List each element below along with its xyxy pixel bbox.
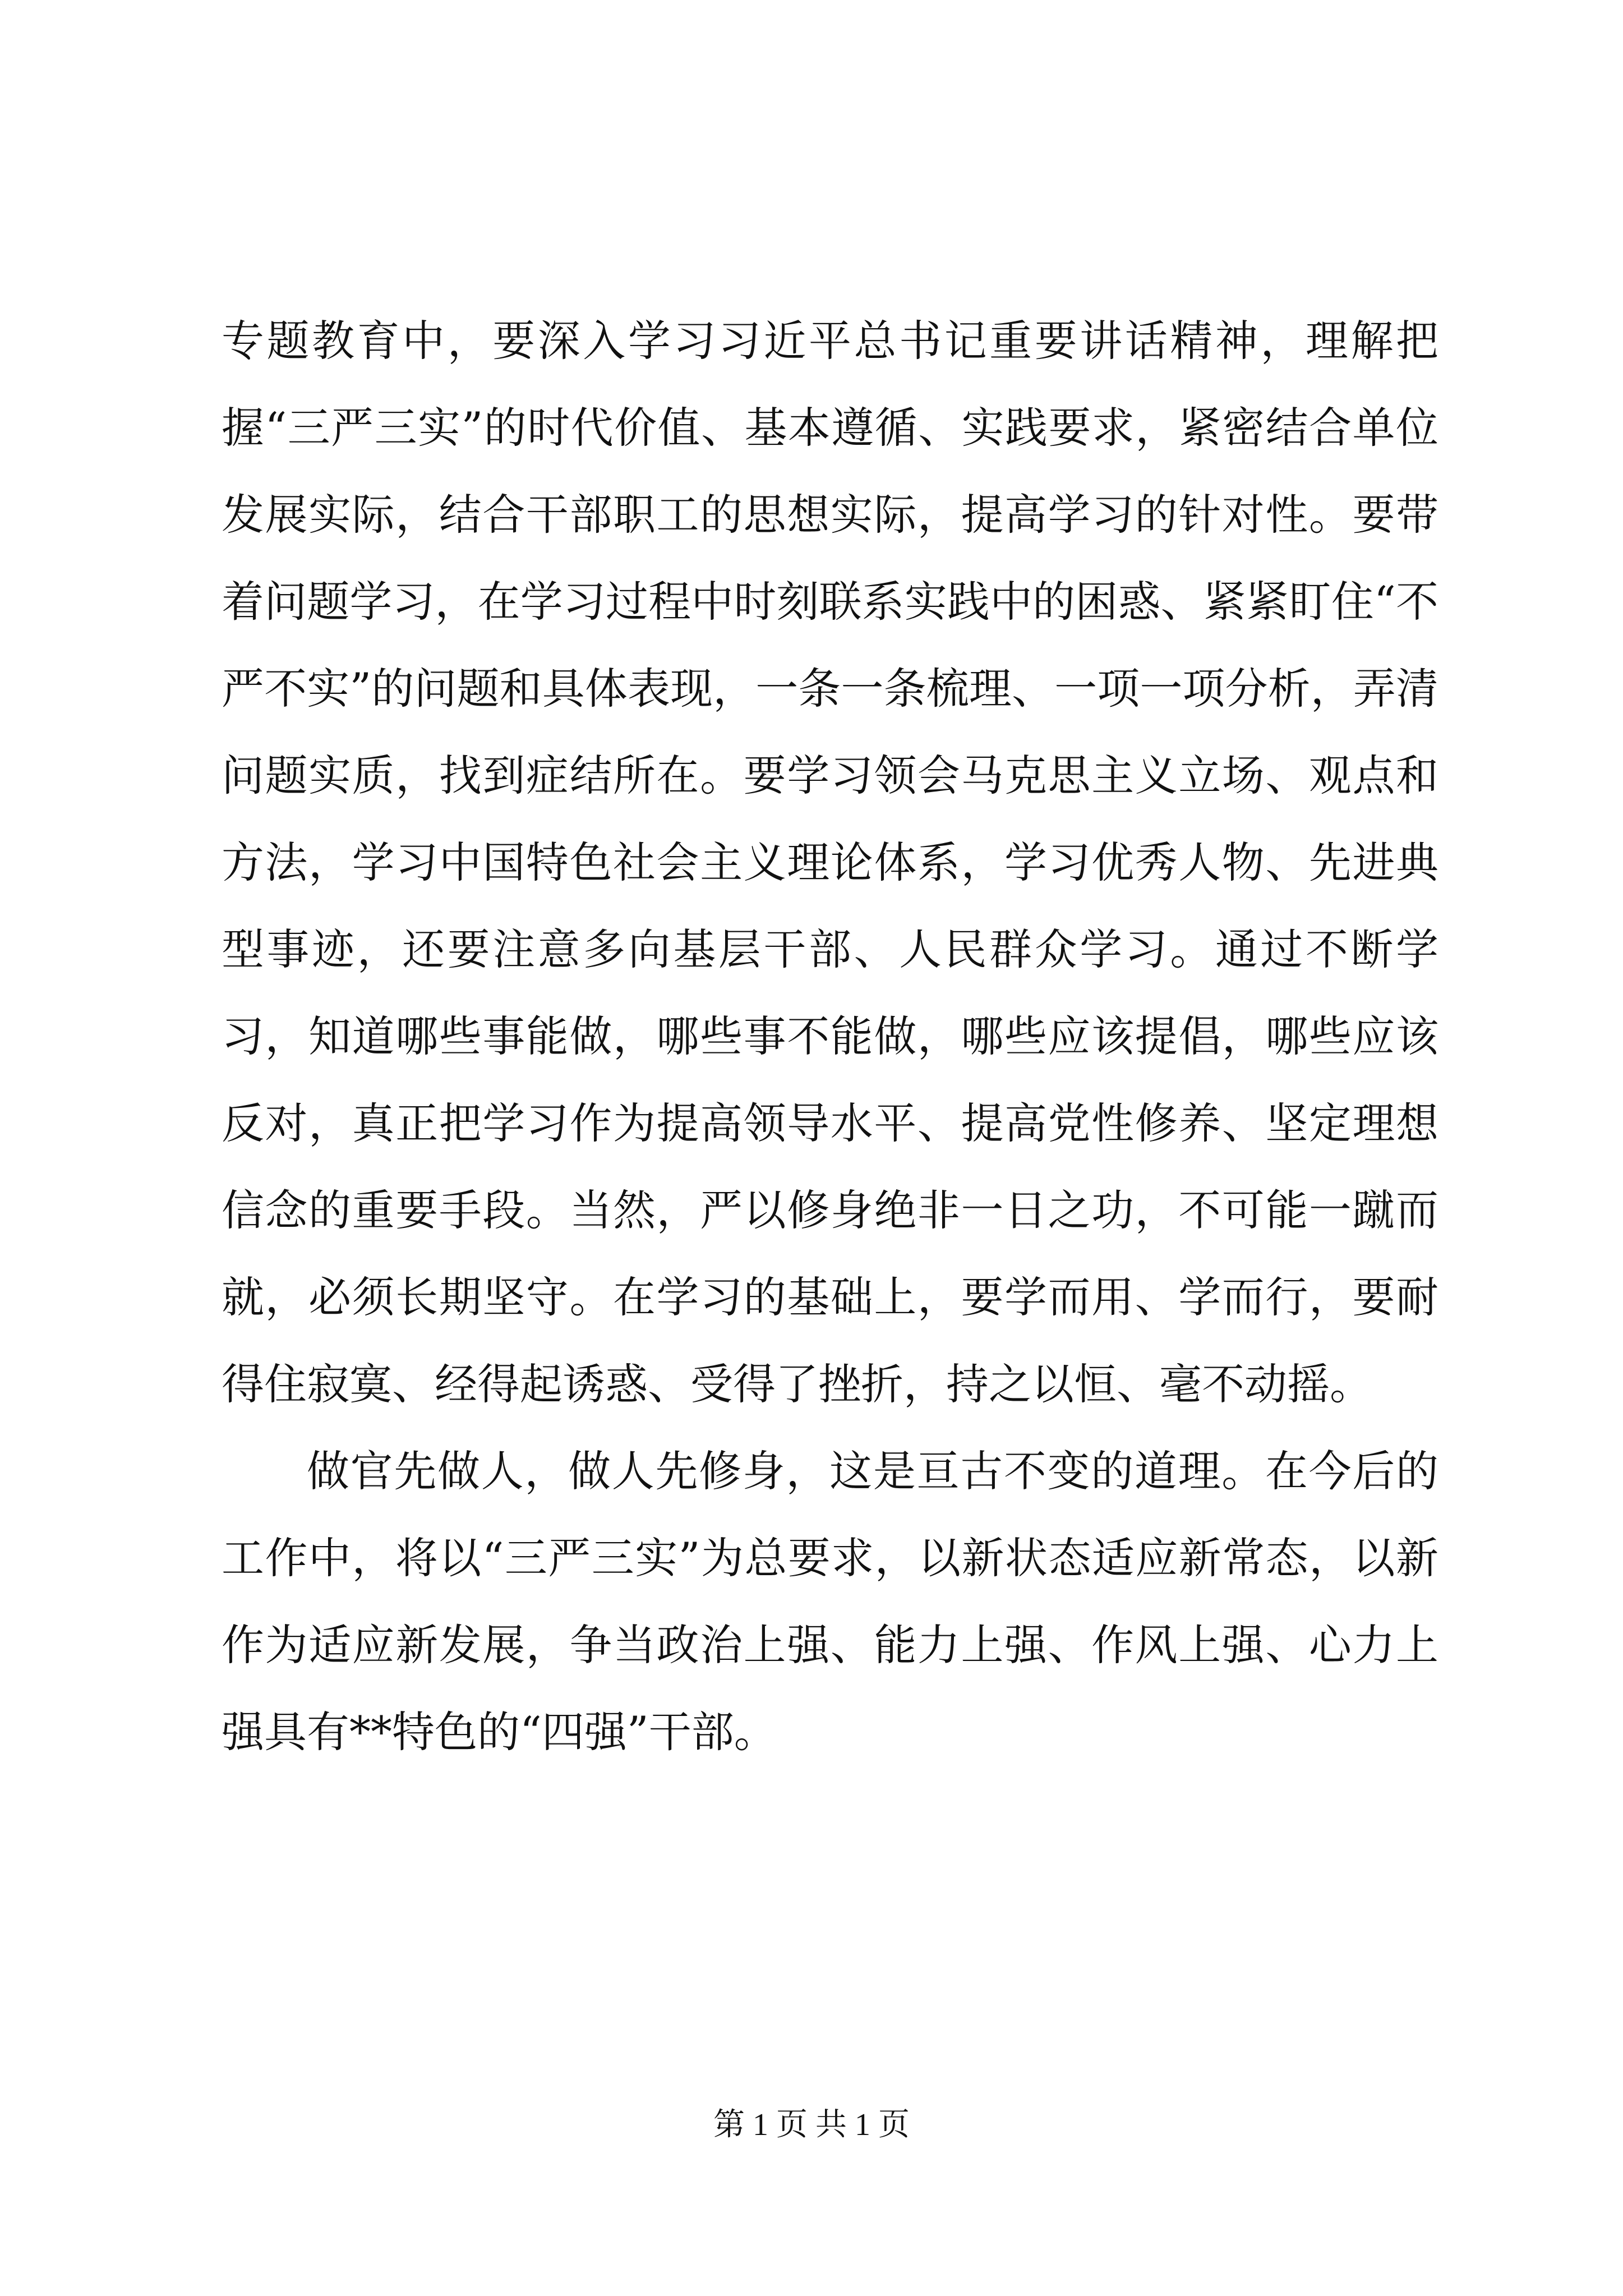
paragraph-1: 专题教育中，要深入学习习近平总书记重要讲话精神，理解把握“三严三实”的时代价值、基本遵循、实践要求，紧密结合单位发展实际，结合干部职工的思想实际，提高学习的针对性。要带着问题学习，在学习过程中时刻联系实践中的困惑、紧紧盯住“不严不实”的问题和具体表现，一条一条梳理、一项一项分析，弄清问题实质，找到症结所在。要学习领会马克思主义立场、观点和方法，学习中国特色社会主义理论体系，学习优秀人物、先进典型事迹，还要注意多向基层干部、人民群众学习。通过不断学习，知道哪些事能做，哪些事不能做，哪些应该提倡，哪些应该反对，真正把学习作为提高领导水平、提高党性修养、坚定理想信念的重要手段。当然，严以修身绝非一日之功，不可能一蹴而就，必须长期坚守。在学习的基础上，要学而用、学而行，要耐得住寂寞、经得起诱惑、受得了挫折，持之以恒、毫不动摇。 <box>222 316 1438 1409</box>
paragraph-2: 做官先做人，做人先修身，这是亘古不变的道理。在今后的工作中，将以“三严三实”为总要求，以新状态适应新常态，以新作为适应新发展，争当政治上强、能力上强、作风上强、心力上强具有**特色的“四强”干部。 <box>222 1446 1438 1757</box>
document-body <box>222 297 1438 1775</box>
page-footer: 第 1 页 共 1 页 <box>713 2108 910 2142</box>
